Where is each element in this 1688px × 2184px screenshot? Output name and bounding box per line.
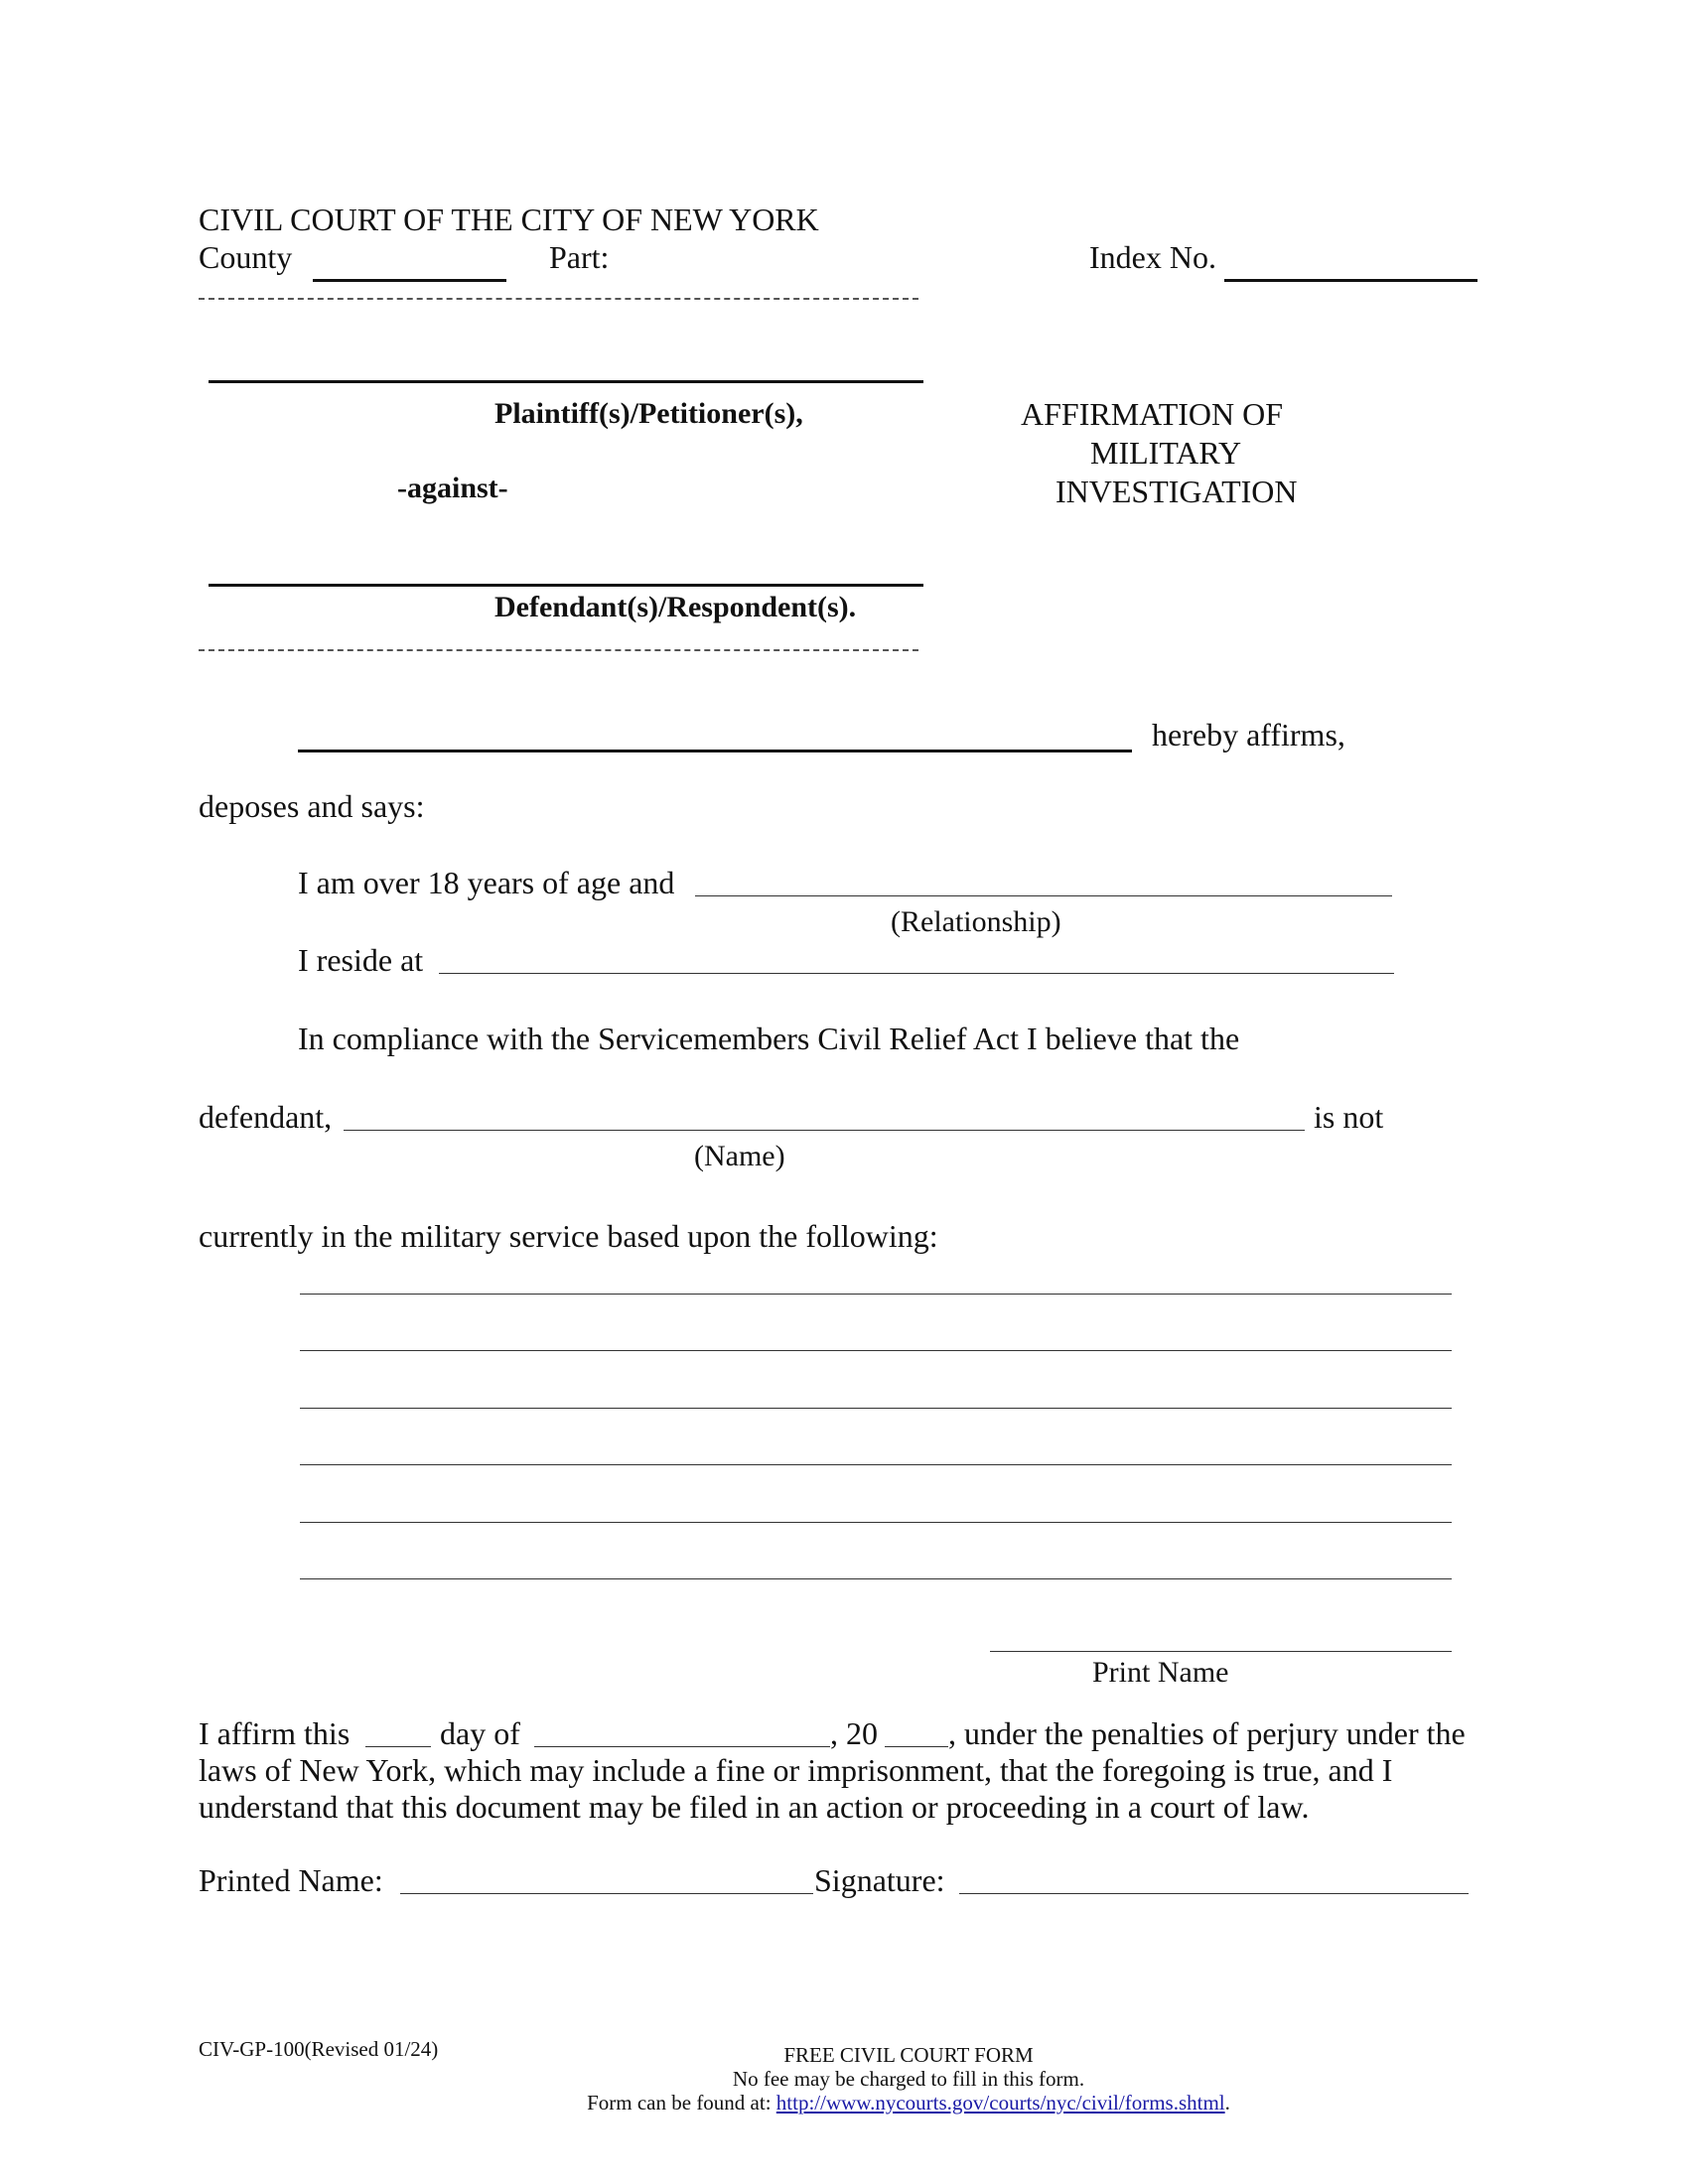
document-title-line1: AFFIRMATION OF (1021, 396, 1284, 432)
basis-line-3[interactable] (300, 1408, 1452, 1409)
basis-line-2[interactable] (300, 1350, 1452, 1351)
footer-block (0, 2043, 1688, 2115)
compliance-text: In compliance with the Servicemembers Civil Relief Act I believe that the (298, 1021, 1240, 1056)
basis-text: currently in the military service based upon the following: (199, 1218, 938, 1254)
relationship-field[interactable] (695, 895, 1392, 896)
court-name: CIVIL COURT OF THE CITY OF NEW YORK (199, 202, 819, 237)
affiant-name-field[interactable] (298, 750, 1132, 752)
plaintiff-label: Plaintiff(s)/Petitioner(s), (494, 397, 803, 430)
affirm-part2: day of (440, 1715, 520, 1751)
age-text: I am over 18 years of age and (298, 865, 675, 900)
index-label: Index No. (1089, 239, 1216, 275)
affirm-part4: , under the penalties of perjury under the (948, 1715, 1466, 1751)
defendant-label: Defendant(s)/Respondent(s). (494, 591, 857, 623)
print-name-field[interactable] (990, 1651, 1452, 1652)
defendant-field[interactable] (209, 584, 923, 587)
basis-line-4[interactable] (300, 1464, 1452, 1465)
reside-text: I reside at (298, 942, 424, 978)
printed-name-field[interactable] (400, 1893, 813, 1894)
caption-divider-top (199, 298, 918, 300)
address-field[interactable] (439, 973, 1394, 974)
forms-link[interactable]: http://www.nycourts.gov/courts/nyc/civil/forms.shtml (775, 2091, 1225, 2115)
county-label: County (199, 239, 293, 275)
county-field[interactable] (313, 279, 506, 282)
relationship-caption: (Relationship) (891, 905, 1061, 938)
found-at-text: Form can be found at: (587, 2091, 772, 2115)
basis-line-1[interactable] (300, 1294, 1452, 1295)
affirm-line2: laws of New York, which may include a fine or imprisonment, that the foregoing is true, and I (199, 1752, 1393, 1788)
plaintiff-field[interactable] (209, 380, 923, 383)
defendant-prefix: defendant, (199, 1099, 333, 1135)
printed-name-label: Printed Name: (199, 1862, 383, 1898)
form-code: CIV-GP-100(Revised 01/24) (199, 2037, 439, 2061)
affirm-part3: , 20 (830, 1715, 878, 1751)
free-form-text: FREE CIVIL COURT FORM (783, 2043, 1034, 2067)
signature-field[interactable] (959, 1893, 1469, 1894)
caption-divider-bottom (199, 649, 918, 651)
affirm-part1: I affirm this (199, 1715, 351, 1751)
document-title-line3: INVESTIGATION (1055, 474, 1298, 509)
against-label: -against- (397, 472, 508, 504)
deposes-text: deposes and says: (199, 788, 425, 824)
footer-period: . (1224, 2091, 1230, 2115)
day-field[interactable] (365, 1746, 431, 1747)
affirm-line3: understand that this document may be filed in an action or proceeding in a court of law. (199, 1789, 1310, 1825)
year-field[interactable] (885, 1746, 948, 1747)
no-fee-text: No fee may be charged to fill in this form. (732, 2067, 1085, 2091)
part-label: Part: (549, 239, 610, 275)
name-caption: (Name) (694, 1140, 785, 1172)
index-number-field[interactable] (1224, 279, 1477, 282)
defendant-name-field[interactable] (344, 1130, 1305, 1131)
form-location (0, 2091, 1688, 2115)
hereby-affirms-text: hereby affirms, (1152, 717, 1345, 752)
document-title-line2: MILITARY (1090, 435, 1242, 471)
month-field[interactable] (534, 1746, 830, 1747)
basis-line-6[interactable] (300, 1578, 1452, 1579)
basis-line-5[interactable] (300, 1522, 1452, 1523)
print-name-caption: Print Name (1092, 1656, 1229, 1689)
is-not-text: is not (1314, 1099, 1384, 1135)
signature-label: Signature: (814, 1862, 945, 1898)
